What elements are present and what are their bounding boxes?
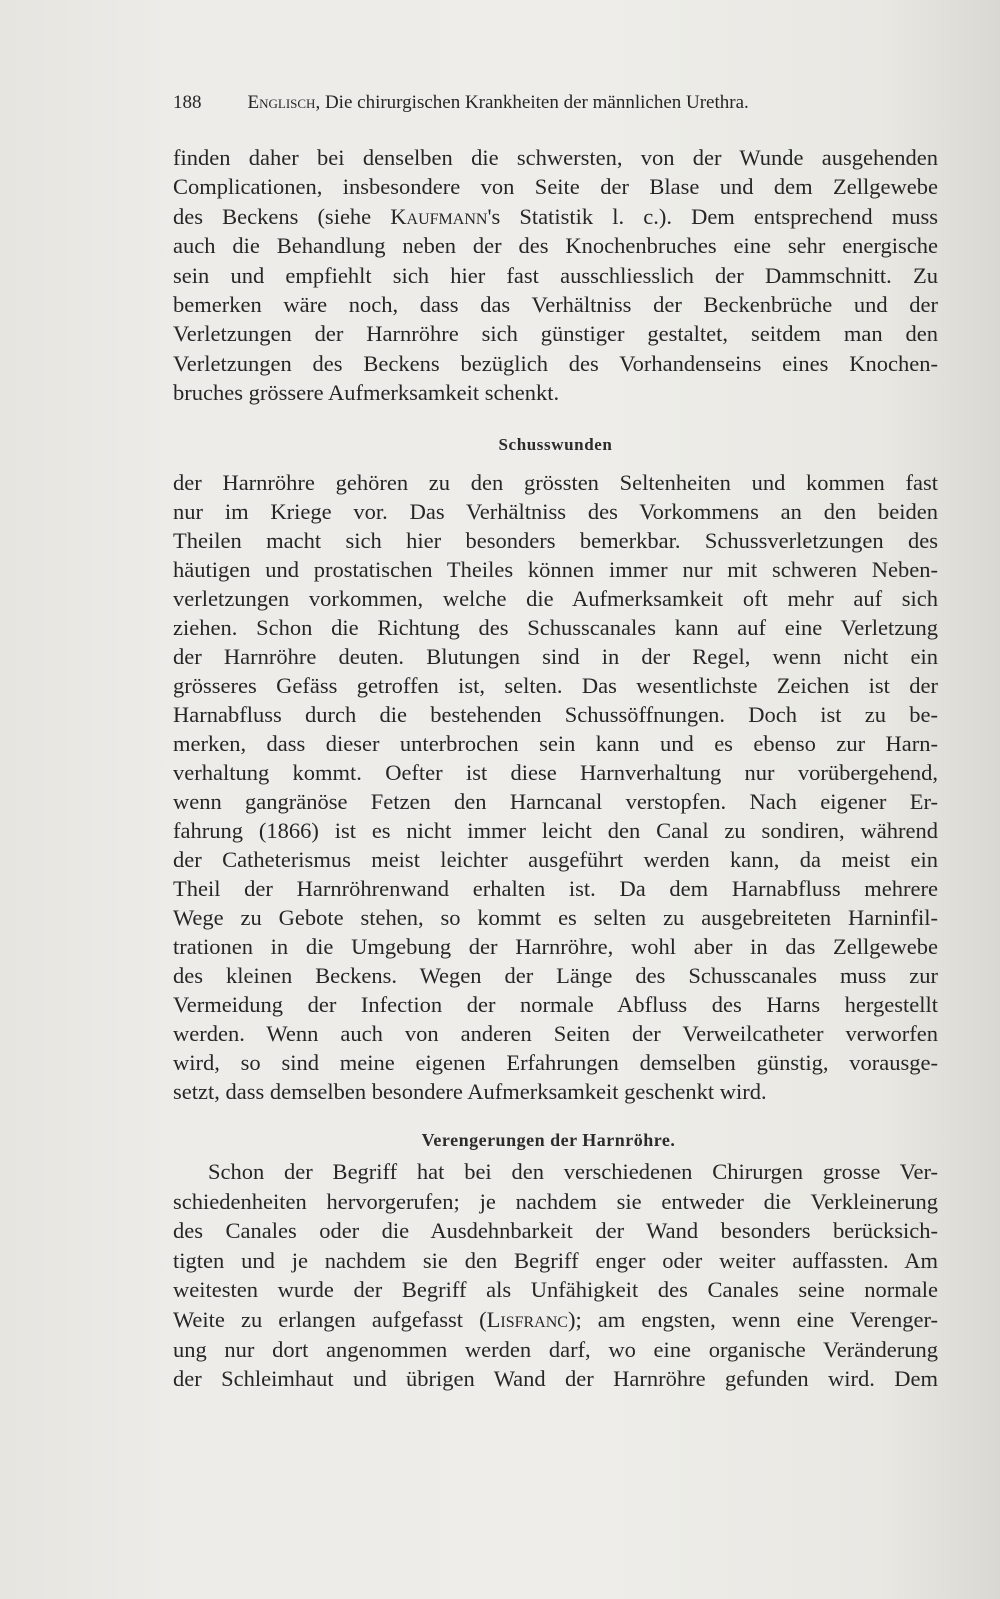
text-line: Wege zu Gebote stehen, so kommt es selten zu ausgebreiteten Harninfil-: [173, 905, 938, 930]
text-line: der Harnröhre deuten. Blutungen sind in der Regel, wenn nicht ein: [173, 644, 938, 669]
text-line: ung nur dort angenommen werden darf, wo eine organische Veränderung: [173, 1336, 938, 1362]
text-line: sein und empfiehlt sich hier fast ausschliesslich der Dammschnitt. Zu: [173, 262, 938, 288]
text-line: der Schleimhaut und übrigen Wand der Harnröhre gefunden wird. Dem: [173, 1366, 938, 1392]
text-line: verhaltung kommt. Oefter ist diese Harnverhaltung nur vorübergehend,: [173, 760, 938, 785]
text-line: bruches grössere Aufmerksamkeit schenkt.: [173, 380, 560, 406]
text-line: des kleinen Beckens. Wegen der Länge des Schusscanales muss zur: [173, 963, 938, 988]
text-line: trationen in die Umgebung der Harnröhre, wohl aber in das Zellgewebe: [173, 934, 938, 959]
text-line: auch die Behandlung neben der des Knochenbruches eine sehr energische: [173, 233, 938, 259]
text-line: der Catheterismus meist leichter ausgeführt werden kann, da meist ein: [173, 847, 938, 872]
text-line: Theil der Harnröhrenwand erhalten ist. Da dem Harnabfluss mehrere: [173, 876, 938, 901]
text-line: weitesten wurde der Begriff als Unfähigkeit des Canales seine normale: [173, 1277, 938, 1303]
section-heading: Verengerungen der Harnröhre.: [421, 1130, 676, 1150]
text-line: Verletzungen des Beckens bezüglich des Vorhandenseins eines Knochen-: [173, 350, 938, 376]
running-head: [173, 90, 873, 116]
text-line: bemerken wäre noch, dass das Verhältniss der Beckenbrüche und der: [173, 291, 938, 317]
text-segment: Weite zu erlangen aufgefasst (: [173, 1306, 487, 1332]
text-line: schiedenheiten hervorgerufen; je nachdem sie entweder die Verkleinerung: [173, 1188, 938, 1214]
text-line: der Harnröhre gehören zu den grössten Seltenheiten und kommen fast: [173, 470, 938, 495]
text-line: wird, so sind meine eigenen Erfahrungen demselben günstig, vorausge-: [173, 1050, 938, 1075]
text-line: des Canales oder die Ausdehnbarkeit der Wand besonders berücksich-: [173, 1218, 938, 1244]
page-number: 188: [173, 92, 202, 113]
text-line: finden daher bei denselben die schwersten, von der Wunde ausgehenden: [173, 145, 938, 170]
running-head-title: , Die chirurgischen Krankheiten der männlichen Urethra.: [315, 92, 749, 113]
section-heading: Schusswunden: [498, 435, 613, 454]
text-line: Vermeidung der Infection der normale Abfluss des Harns hergestellt: [173, 992, 938, 1017]
text-line: Harnabfluss durch die bestehenden Schussöffnungen. Doch ist zu be-: [173, 702, 938, 727]
paragraph: [173, 1157, 938, 1394]
paragraph: [173, 143, 938, 408]
text-line: häutigen und prostatischen Theiles können immer nur mit schweren Neben-: [173, 557, 938, 582]
text-line: Complicationen, insbesondere von Seite der Blase und dem Zellgewebe: [173, 174, 938, 200]
text-line: fahrung (1866) ist es nicht immer leicht den Canal zu sondiren, während: [173, 818, 938, 843]
text-line: Theilen macht sich hier besonders bemerkbar. Schussverletzungen des: [173, 528, 938, 553]
text-line: werden. Wenn auch von anderen Seiten der Verweilcatheter verworfen: [173, 1021, 938, 1046]
paragraph: [173, 468, 938, 1106]
text-line: [173, 202, 938, 231]
text-line: wenn gangränöse Fetzen den Harncanal verstopfen. Nach eigener Er-: [173, 789, 938, 814]
text-line: grösseres Gefäss getroffen ist, selten. Das wesentlichste Zeichen ist der: [173, 673, 938, 698]
text-line: tigten und je nachdem sie den Begriff enger oder weiter auffassten. Am: [173, 1247, 938, 1273]
text-line: verletzungen vorkommen, welche die Aufmerksamkeit oft mehr auf sich: [173, 586, 938, 611]
text-segment: ); am engsten, wenn eine Verenger-: [567, 1306, 938, 1332]
text-line: merken, dass dieser unterbrochen sein kann und es ebenso zur Harn-: [173, 731, 938, 756]
cited-author: Lisfranc: [486, 1306, 568, 1332]
text-segment: des Beckens (siehe: [173, 203, 391, 229]
text-line: Verletzungen der Harnröhre sich günstiger gestaltet, seitdem man den: [173, 321, 938, 347]
text-line: [173, 1305, 938, 1335]
text-line: ziehen. Schon die Richtung des Schusscanales kann auf eine Verletzung: [173, 615, 938, 640]
text-line: setzt, dass demselben besondere Aufmerksamkeit geschenkt wird.: [173, 1079, 767, 1104]
cited-author: Kaufmann: [390, 203, 488, 229]
text-line: Schon der Begriff hat bei den verschiedenen Chirurgen grosse Ver-: [208, 1159, 938, 1184]
text-segment: 's Statistik l. c.). Dem entsprechend muss: [487, 203, 938, 229]
running-head-author: Englisch: [247, 92, 316, 113]
text-line: nur im Kriege vor. Das Verhältniss des Vorkommens an den beiden: [173, 499, 938, 524]
